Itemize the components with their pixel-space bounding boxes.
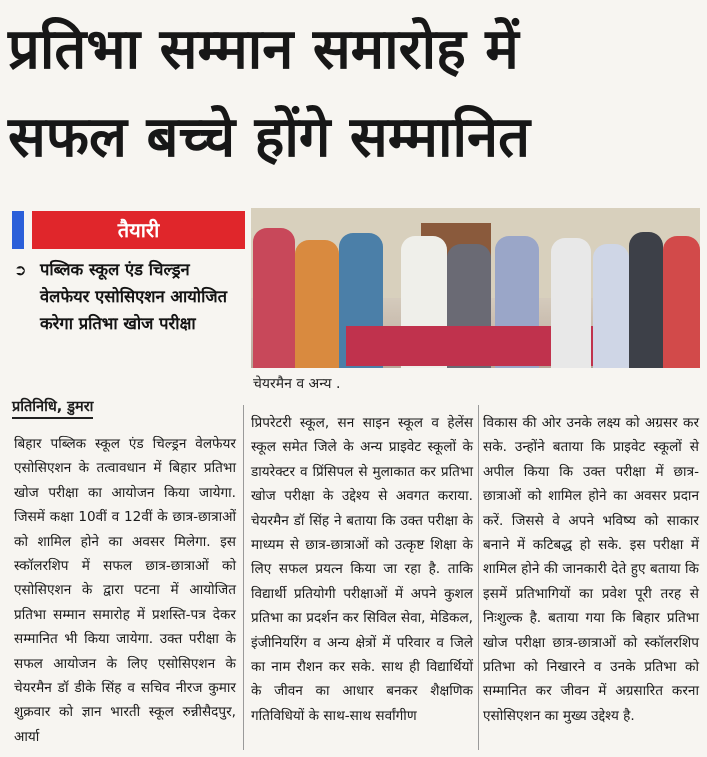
photo-person xyxy=(629,232,663,368)
kicker xyxy=(14,256,242,337)
news-photo xyxy=(251,208,700,368)
photo-person xyxy=(253,228,295,368)
arrow-icon: ➲ xyxy=(14,261,27,279)
tag-blue-bar xyxy=(12,211,24,249)
photo-caption: चेयरमैन व अन्य . xyxy=(253,376,341,392)
tag-label: तैयारी xyxy=(32,211,245,249)
section-tag xyxy=(12,211,245,249)
headline-line-2: सफल बच्चे होंगे सम्मानित xyxy=(8,105,531,170)
photo-person xyxy=(593,244,629,368)
article-column-1: बिहार पब्लिक स्कूल एंड चिल्ड्रन वेलफेयर एसोसिएशन के तत्वावधान में बिहार प्रतिभा खोज परीक्षा का आयोजन किया जायेगा. जिसमें कक्षा 10वीं व 12वीं के छात्र-छात्राओं को शामिल होने का अवसर मिलेगा. इस स्कॉलरशिप में सफल छात्र-छात्राओं को एसोसिएशन के द्वारा पटना में आयोजित प्रतिभा सम्मान समारोह में प्रशस्ति-पत्र देकर सम्मानित भी किया जायेगा. उक्त परीक्षा के सफल आयोजन के लिए एसोसिएशन के चेयरमैन डॉ डीके सिंह व सचिव नीरज कुमार शुक्रवार को ज्ञान भारती स्कूल रुन्नीसैदपुर, आर्या xyxy=(14,436,236,745)
headline xyxy=(8,6,700,182)
headline-line-1: प्रतिभा सम्मान समारोह में xyxy=(8,17,519,82)
article-column-3: विकास की ओर उनके लक्ष्य को अग्रसर कर सके. उन्होंने बताया कि प्राइवेट स्कूलों से अपील किया कि उक्त परीक्षा में छात्र-छात्राओं को शामिल होने का अवसर प्रदान करें. जिससे वे अपने भविष्य को साकार बनाने में कटिबद्ध हो सके. इस परीक्षा में शामिल होने की जानकारी देते हुए बताया कि इसमें प्रतिभागियों का प्रवेश पूरी तरह से निःशुल्क है. बताया गया कि बिहार प्रतिभा खोज परीक्षा छात्र-छात्राओं को स्कॉलरशिप प्रतिभा को निखारने व उनके प्रतिभा को सम्मानित कर जीवन में अग्रसारित करना एसोसिएशन का मुख्य उद्देश्य है. xyxy=(483,415,699,724)
photo-person xyxy=(663,236,700,368)
article-column-2: प्रिपरेटरी स्कूल, सन साइन स्कूल व हेलेंस स्कूल समेत जिले के अन्य प्राइवेट स्कूलों के डायरेक्टर व प्रिंसिपल से मुलाकात कर प्रतिभा खोज परीक्षा के उद्देश्य से अवगत कराया. चेयरमैन डॉ सिंह ने बताया कि उक्त परीक्षा के माध्यम से छात्र-छात्राओं को उत्कृष्ट शिक्षा के लिए सफल प्रयत्न किया जा रहा है. ताकि विद्यार्थी प्रतियोगी परीक्षाओं में अपने कुशल प्रतिभा का प्रदर्शन कर सिविल सेवा, मेडिकल, इंजीनियरिंग व अन्य क्षेत्रों में परिवार व जिले का नाम रौशन कर सके. साथ ही विद्यार्थियों के जीवन का आधार बनकर शैक्षणिक गतिविधियों के साथ-साथ सर्वांगीण xyxy=(251,415,473,724)
kicker-text: पब्लिक स्कूल एंड चिल्ड्रन वेलफेयर एसोसिएशन आयोजित करेगा प्रतिभा खोज परीक्षा xyxy=(40,260,227,333)
column-divider xyxy=(243,405,244,750)
photo-person xyxy=(551,238,591,368)
photo-person xyxy=(295,240,339,368)
column-divider xyxy=(478,405,479,750)
byline: प्रतिनिधि, डुमरा xyxy=(12,396,93,419)
